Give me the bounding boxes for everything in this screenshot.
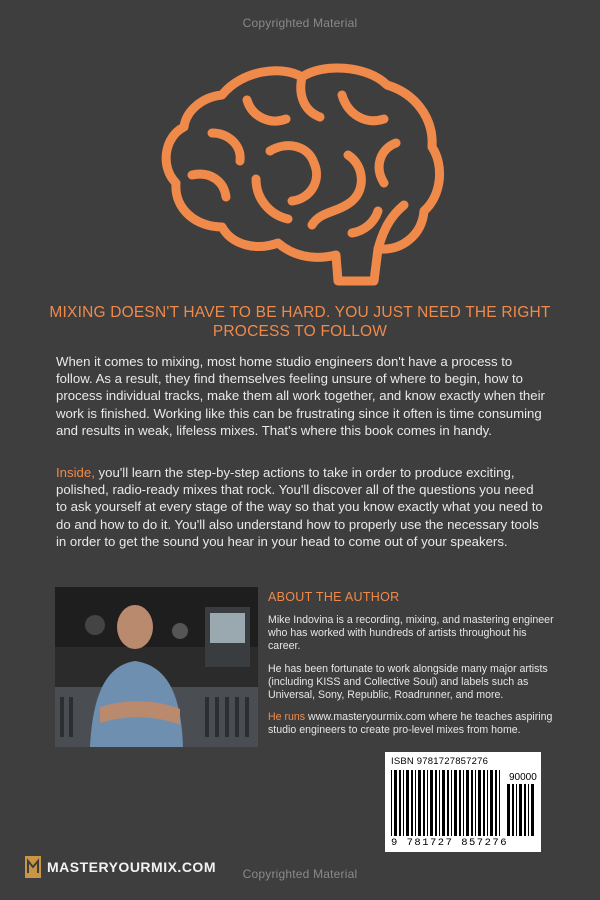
description-paragraph-1: When it comes to mixing, most home studio engineers don't have a process to follow. As a result, they find themselves feeling unsure of where to begin, how to process individual tracks, make them all work together, and know exactly when their work is finished. Working like this can be frustrating since it often is time consuming and results in weak, lifeless mixes. That's where this book comes in handy. [56,354,545,438]
isbn-barcode [385,752,541,852]
author-bio-2: He has been fortunate to work alongside many major artists (including KISS and Collective Soul) and labels such as Universal, Sony, Republic, Roadrunner, and more. [268,663,548,702]
bio-lead: He runs [268,711,306,723]
barcode-bars-icon [391,770,503,836]
headline: MIXING DOESN'T HAVE TO BE HARD. YOU JUST NEED THE RIGHT PROCESS TO FOLLOW [49,304,551,340]
author-bio-3 [268,711,558,737]
description-paragraph-2 [56,464,546,550]
about-author-heading: ABOUT THE AUTHOR [268,590,400,604]
brain-outline-icon [152,55,448,291]
brand-text: MASTERYOURMIX.COM [47,859,216,875]
author-photo [55,587,258,747]
copyright-watermark-top: Copyrighted Material [242,16,358,30]
price-barcode-bars-icon [507,784,537,836]
paragraph-text: you'll learn the step-by-step actions to take in order to produce exciting, polished, radio-ready mixes that rock. You'll discover all of the questions you need to ask yourself at every stage of the way so that you know exactly what you need to do and how to do it. You'll also understand how to properly use the necessary tools in order to get the sound you hear in your head to come out of your speakers. [56,465,543,549]
author-bio-1: Mike Indovina is a recording, mixing, and mastering engineer who has worked with hundreds of artists throughout his career. [268,614,554,653]
price-code: 90000 [509,772,537,783]
paragraph-lead: Inside, [56,465,95,480]
masteryourmix-logo-icon [25,856,41,878]
copyright-watermark-bottom: Copyrighted Material [242,867,358,881]
isbn-label: ISBN 9781727857276 [391,756,489,767]
bio-text: www.masteryourmix.com where he teaches aspiring studio engineers to create pro-level mixes from home. [268,711,553,737]
barcode-number: 9 781727 857276 [391,837,509,849]
